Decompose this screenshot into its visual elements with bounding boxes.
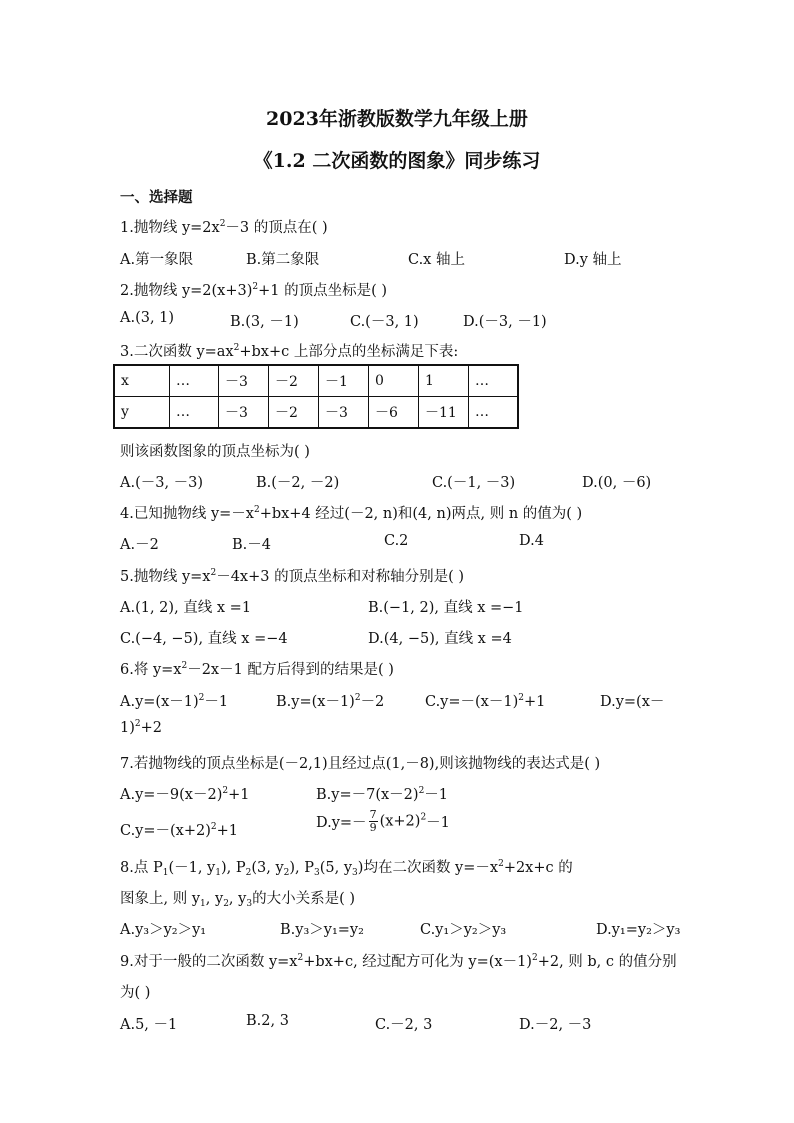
question-9-option-d: D.－2, －3 (519, 1017, 592, 1033)
question-6-option-c: $C.y=-(x-1)^2+1$ (425, 693, 546, 710)
question-9-option-c: C.－2, 3 (375, 1017, 433, 1033)
table-cell: －3 (219, 365, 269, 397)
question-2-option-a: A.(3, 1) (120, 310, 175, 326)
question-9-stem: 9.对于一般的二次函数 $y=x^2+bx+c$, 经过配方可化为 $y=(x-1)^2+2$, 则 b, c 的值分别 (120, 953, 677, 970)
question-4-option-c: C.2 (384, 533, 409, 549)
table-cell: 1 (419, 365, 469, 397)
question-5-option-a: A.(1, 2), 直线 x =1 (120, 600, 252, 616)
table-cell: 0 (369, 365, 419, 397)
table-cell: … (469, 397, 519, 429)
question-8-option-a: A.y₃＞y₂＞y₁ (120, 922, 207, 938)
question-8-stem: 8.点 $P_1(-1$, $y_1$), $P_2(3$, $y_2$), $P_3(5$, $y_3$)均在二次函数 $y=-x^2+2x+c$ 的 (120, 859, 573, 878)
question-6-option-d: D.y=(x－ (600, 694, 665, 710)
question-3-option-b: B.(－2, －2) (256, 475, 340, 491)
table-cell: x (114, 365, 170, 397)
question-8-option-c: C.y₁＞y₂＞y₃ (420, 922, 507, 938)
table-cell: －6 (369, 397, 419, 429)
question-3-stem: 3.二次函数 $y=ax^2+bx+c$ 上部分点的坐标满足下表: (120, 343, 459, 360)
question-3-table (113, 364, 519, 429)
table-cell: －3 (219, 397, 269, 429)
table-cell: … (170, 397, 219, 429)
question-9-option-a: A.5, －1 (120, 1017, 178, 1033)
question-3-stem-2: 则该函数图象的顶点坐标为( ) (120, 444, 310, 460)
question-7-option-b: $B.y=-7(x-2)^2-1$ (316, 786, 449, 803)
question-6-option-a: $A.y=(x-1)^2-1$ (120, 693, 229, 710)
question-5-stem: 5.抛物线 $y=x^2-4x+3$ 的顶点坐标和对称轴分别是( ) (120, 568, 465, 585)
question-3-option-c: C.(－1, －3) (432, 475, 516, 491)
question-1-option-a: A.第一象限 (120, 252, 194, 268)
question-6-option-b: $B.y=(x-1)^2-2$ (276, 693, 385, 710)
question-7-option-c: $C.y=-(x+2)^2+1$ (120, 822, 239, 839)
table-cell: －11 (419, 397, 469, 429)
question-4-option-b: B.－4 (232, 537, 271, 553)
question-3-option-a: A.(－3, －3) (120, 475, 204, 491)
table-row-x (114, 365, 518, 397)
table-cell: －3 (319, 397, 369, 429)
question-8-stem-2: 图象上, 则 $y_1$, $y_2$, $y_3$的大小关系是( ) (120, 891, 356, 909)
table-cell: －2 (269, 365, 319, 397)
question-9-option-b: B.2, 3 (246, 1013, 289, 1029)
table-cell: －2 (269, 397, 319, 429)
question-6-option-d-continued: 1)$^2$+2 (120, 719, 162, 736)
question-4-option-a: A.－2 (120, 537, 159, 553)
question-4-stem: 4.已知抛物线 $y=-x^2+bx+4$ 经过(－2, n)和(4, n)两点, 则 n 的值为( ) (120, 505, 583, 522)
table-cell: y (114, 397, 170, 429)
question-1-option-d: D.y 轴上 (564, 252, 622, 268)
question-8-option-d: D.y₁=y₂＞y₃ (596, 922, 681, 938)
question-7-stem: 7.若抛物线的顶点坐标是(－2,1)且经过点(1,－8),则该抛物线的表达式是( ) (120, 756, 601, 772)
question-9-stem-2: 为( ) (120, 985, 151, 1001)
question-8-option-b: B.y₃＞y₁=y₂ (280, 922, 364, 938)
question-3-option-d: D.(0, －6) (582, 475, 652, 491)
question-1-stem: 1.抛物线 $y=2x^2-3$ 的顶点在( ) (120, 219, 328, 236)
table-row-y (114, 397, 518, 429)
question-1-option-c: C.x 轴上 (408, 252, 465, 268)
question-7-option-a: $A.y=-9(x-2)^2+1$ (120, 786, 250, 803)
question-5-option-c: C.(−4, −5), 直线 x =−4 (120, 631, 288, 647)
question-5-option-b: B.(−1, 2), 直线 x =−1 (368, 600, 524, 616)
question-2-option-c: C.(－3, 1) (350, 314, 419, 330)
worksheet-subtitle: 《1.2 二次函数的图象》同步练习 (253, 150, 541, 172)
table-cell: … (469, 365, 519, 397)
worksheet-title: 2023年浙教版数学九年级上册 (266, 108, 528, 130)
question-6-stem: 6.将 $y=x^2-2x-1$ 配方后得到的结果是( ) (120, 661, 394, 678)
question-2-option-b: B.(3, －1) (230, 314, 299, 330)
question-5-option-d: D.(4, −5), 直线 x =4 (368, 631, 512, 647)
section-heading: 一、选择题 (120, 189, 193, 206)
question-1-option-b: B.第二象限 (246, 252, 320, 268)
question-2-option-d: D.(－3, －1) (463, 314, 547, 330)
question-4-option-d: D.4 (519, 533, 544, 549)
question-2-stem: 2.抛物线 $y=2(x+3)^2+1$ 的顶点坐标是( ) (120, 282, 388, 299)
question-7-option-d: D.y=－ $\frac{7}{9}$ $(x+2)^2-1$ (316, 808, 450, 834)
fraction: $\frac{7}{9}$ (369, 808, 377, 834)
table-cell: … (170, 365, 219, 397)
table-cell: －1 (319, 365, 369, 397)
